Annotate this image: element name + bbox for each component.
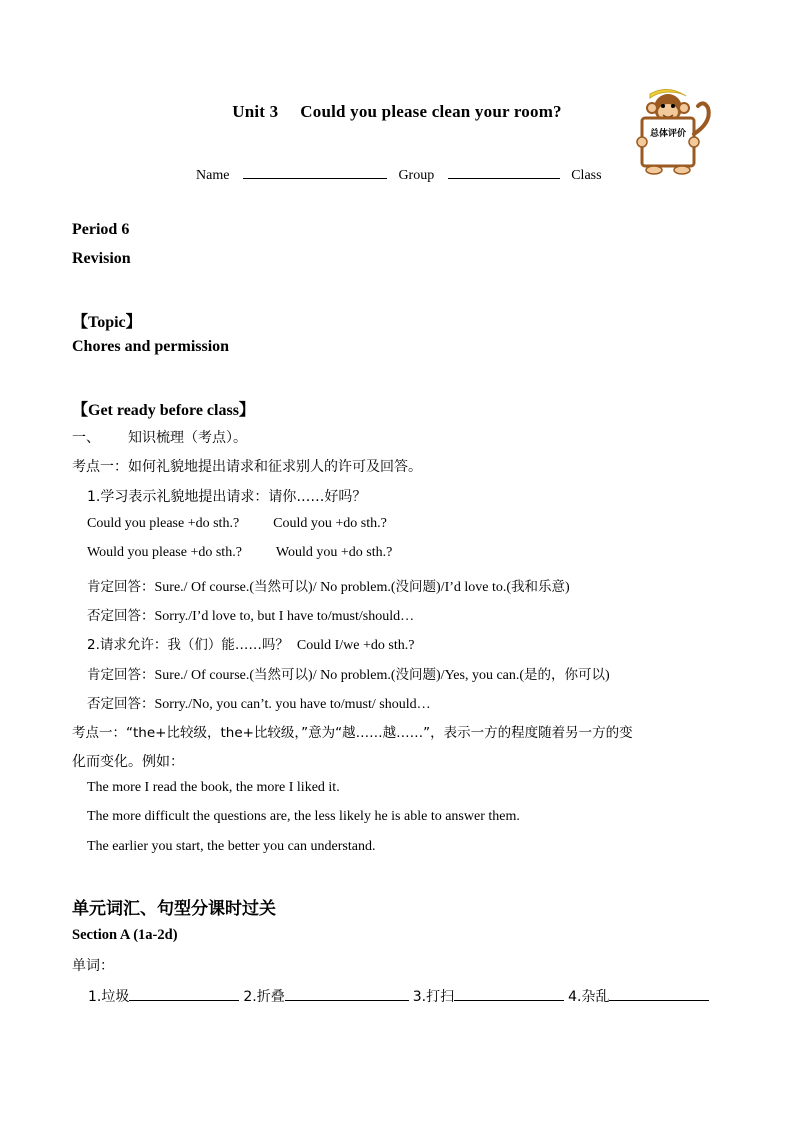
name-blank[interactable] bbox=[243, 164, 387, 179]
negative-label: 否定回答： bbox=[87, 608, 155, 624]
topic-text: Chores and permission bbox=[72, 338, 230, 355]
example-row-1 bbox=[87, 516, 387, 532]
name-label: Name bbox=[196, 168, 230, 183]
answer-text: 是的，你可以 bbox=[524, 667, 606, 683]
item-2-cn: 2.请求允许：我（们）能……吗？ bbox=[87, 637, 289, 653]
section-one-number: 一、 bbox=[72, 430, 100, 446]
group-label: Group bbox=[398, 168, 435, 183]
positive-label: 肯定回答： bbox=[87, 667, 155, 683]
vocab-blank-4[interactable] bbox=[609, 985, 709, 1001]
section-one-text: 知识梳理（考点）。 bbox=[128, 430, 247, 446]
section-one-line bbox=[72, 427, 247, 447]
negative-answer-2 bbox=[87, 692, 431, 713]
answer-text: 当然可以 bbox=[254, 579, 309, 595]
answer-text: Sure./ Of course.( bbox=[154, 580, 255, 595]
negative-answer-1 bbox=[87, 604, 414, 625]
answer-text: ) bbox=[565, 580, 570, 595]
answer-text: )/Yes, you can.( bbox=[436, 668, 525, 683]
point-two-text: 比较级， bbox=[166, 725, 221, 741]
example-2b: Would you +do sth.? bbox=[275, 545, 393, 560]
positive-answer-1 bbox=[87, 575, 570, 596]
point-two-text: the+ bbox=[220, 725, 254, 741]
point-two-line-1 bbox=[72, 721, 633, 742]
positive-answer-2 bbox=[87, 663, 610, 684]
negative-text: Sorry./I’d love to, but I have to/must/should… bbox=[154, 609, 415, 624]
monkey-mascot-icon bbox=[628, 86, 716, 178]
vocab-label-3: 3.打扫 bbox=[412, 989, 455, 1005]
answer-text: )/ No problem.( bbox=[308, 668, 396, 683]
get-ready-heading: 【Get ready before class】 bbox=[72, 402, 255, 419]
point-two-text: 比较级，”意为“越……越……”，表示一方的程度随着另一方的变 bbox=[253, 725, 633, 741]
point-one-title: 考点一：如何礼貌地提出请求和征求别人的许可及回答。 bbox=[72, 459, 422, 475]
title-text: Could you please clean your room? bbox=[300, 102, 562, 121]
item-2-en: Could I/we +do sth.? bbox=[296, 638, 415, 653]
answer-text: 没问题 bbox=[395, 579, 437, 595]
answer-text: )/I’d love to.( bbox=[436, 580, 512, 595]
student-info-row bbox=[196, 164, 602, 184]
negative-text: Sorry./No, you can’t. you have to/must/ should… bbox=[154, 697, 431, 712]
point-one-item-1: 1.学习表示礼貌地提出请求：请你……好吗？ bbox=[87, 489, 367, 505]
vocab-blank-1[interactable] bbox=[129, 985, 239, 1001]
unit-vocab-heading: 单元词汇、句型分课时过关 bbox=[72, 899, 276, 919]
vocab-blank-3[interactable] bbox=[454, 985, 564, 1001]
positive-label: 肯定回答： bbox=[87, 579, 155, 595]
evaluation-badge-text: 总体评价 bbox=[649, 129, 687, 139]
class-label: Class bbox=[571, 168, 602, 183]
topic-heading: 【Topic】 bbox=[72, 314, 142, 331]
answer-text: 我和乐意 bbox=[511, 579, 566, 595]
example-1b: Could you +do sth.? bbox=[273, 516, 387, 531]
comparative-example-3: The earlier you start, the better you can understand. bbox=[87, 839, 376, 854]
vocab-row bbox=[88, 985, 709, 1006]
answer-text: Sure./ Of course.( bbox=[154, 668, 255, 683]
example-row-2 bbox=[87, 545, 392, 561]
title-unit: Unit 3 bbox=[232, 102, 279, 121]
revision-label: Revision bbox=[72, 250, 131, 267]
comparative-example-1: The more I read the book, the more I liked it. bbox=[87, 780, 340, 795]
answer-text: ) bbox=[605, 668, 610, 683]
words-label: 单词： bbox=[72, 958, 114, 974]
vocab-label-4: 4.杂乱 bbox=[568, 989, 610, 1005]
point-one-item-2 bbox=[87, 633, 414, 654]
negative-label: 否定回答： bbox=[87, 696, 155, 712]
comparative-example-2: The more difficult the questions are, the less likely he is able to answer them. bbox=[87, 809, 520, 824]
section-a-label: Section A (1a-2d) bbox=[72, 927, 178, 943]
point-two-text: 考点一：“the+ bbox=[72, 725, 167, 741]
period-label: Period 6 bbox=[72, 221, 130, 238]
group-blank[interactable] bbox=[448, 164, 560, 179]
answer-text: 没问题 bbox=[395, 667, 437, 683]
vocab-label-1: 1.垃圾 bbox=[88, 989, 130, 1005]
answer-text: 当然可以 bbox=[254, 667, 309, 683]
answer-text: )/ No problem.( bbox=[308, 580, 396, 595]
example-2a: Would you please +do sth.? bbox=[87, 545, 242, 560]
vocab-blank-2[interactable] bbox=[285, 985, 409, 1001]
vocab-label-2: 2.折叠 bbox=[243, 989, 285, 1005]
example-1a: Could you please +do sth.? bbox=[87, 516, 240, 531]
point-two-line-2: 化而变化。例如： bbox=[72, 754, 184, 770]
